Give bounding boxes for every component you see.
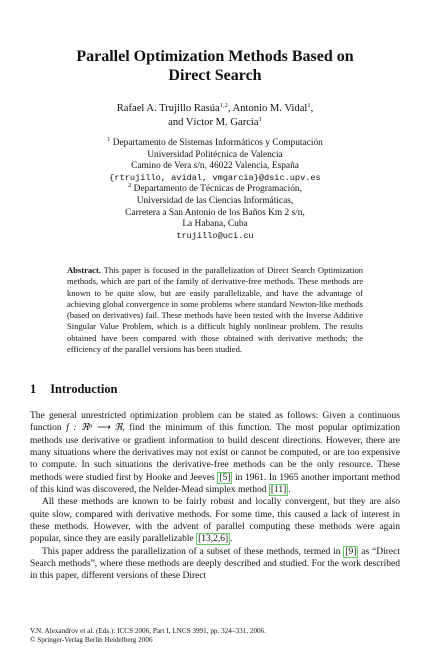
affiliation-line: $^1$ Departamento de Sistemas Informáticos y Computación [107,136,323,148]
citation-link[interactable]: [9] [345,546,357,557]
author-affiliation-mark: 1,2 [219,102,228,109]
title-line-2: Direct Search [168,67,262,84]
affiliation-number: 1 [107,136,111,143]
author-list [40,102,390,130]
author-separator: , [310,103,314,114]
affiliation-line: Carretera a San Antonio de los Baños Km 2 s/n, [125,207,305,218]
citation-link[interactable]: [5] [219,472,231,483]
body-text [30,410,400,583]
paper-title [40,47,390,85]
email-address: trujillo@uci.cu [176,230,254,241]
author-separator: , [227,103,233,114]
authors-line-2 [40,116,390,130]
affiliation-line: La Habana, Cuba [182,219,248,230]
abstract-label: Abstract. [67,265,101,275]
author-name: Rafael A. Trujillo Rasúa [116,103,220,114]
affiliation-line: Universidad Politécnica de Valencia [147,149,283,160]
footer-copyright: © Springer-Verlag Berlin Heidelberg 2006 [30,636,153,644]
author-name: and Víctor M. García [168,117,259,128]
author-affiliation-mark: 1 [307,102,311,109]
section-number: 1 [30,382,37,396]
math-expression: f : ℜⁿ ⟶ ℜ [66,423,123,434]
authors-line-1 [40,102,390,116]
affiliation-line: $^2$ Departamento de Técnicas de Programación, [128,182,302,195]
email-addresses: {rtrujillo, avidal, vmgarcia}@dsic.upv.es [109,172,321,183]
footer-citation: V.N. Alexandrov et al. (Eds.): ICCS 2006, Part I, LNCS 3991, pp. 324–331, 2006. [30,627,267,635]
author-affiliation-mark: 1 [258,116,262,123]
title-line-1: Parallel Optimization Methods Based on [76,48,354,65]
paragraph: All these methods are known to be fairly robust and locally convergent, but they are also quite slow, compared with derivative methods. For some time, this caused a lack of interest in these methods. However, with the advent of parallel computing these methods were again popular, since they are easily parallelizable [13,2,6] . [30,497,400,545]
affiliation-number: 2 [128,182,132,190]
affiliations [40,138,390,242]
page-footer [30,627,266,645]
abstract [67,265,363,355]
affiliation-line: Camino de Vera s/n, 46022 Valencia, España [131,161,299,172]
paragraph: The general unrestricted optimization problem can be stated as follows: Given a continuous function f : ℜⁿ ⟶ ℜ, find the minimum of this function. The most popular optimization methods use derivative or gradient information to build descent directions. However, there are many situations where the derivatives may not exist or cannot be computed, or are too expensive to compute. In such situations the derivative-free methods can be the only resource. These methods were studied first by Hooke and Jeeves [5] in 1961. In 1965 another important method of this kind was discovered, the Nelder-Mead simplex method [11] . [30,411,400,496]
citation-link[interactable]: [11] [270,485,287,496]
citation-link[interactable]: [13,2,6] [198,534,229,545]
affiliation-line: Universidad de las Ciencias Informáticas, [136,195,294,206]
abstract-text: This paper is focused in the parallelization of Direct Search Optimization methods, which are part of the family of derivative-free methods. These methods are known to be quite slow, but are easily parallelizable, and have the advantage of achieving global convergence in some problems where standard Newton-like methods (based on derivatives) fail. These methods have been tested with the Inverse Additive Singular Value Problem, which is a difficult highly nonlinear problem. The results obtained have been compared with those obtained with derivative methods; the efficiency of the parallel versions has been studied. [67,265,363,355]
section-title: Introduction [50,382,118,396]
paragraph: This paper address the parallelization of a subset of these methods, termed in [9] as “Direct Search methods”, where these methods are deeply described and studied. For the work described in this paper, different versions of these Direct [30,546,401,582]
author-name: Antonio M. Vidal [232,103,308,114]
section-heading [30,382,117,397]
